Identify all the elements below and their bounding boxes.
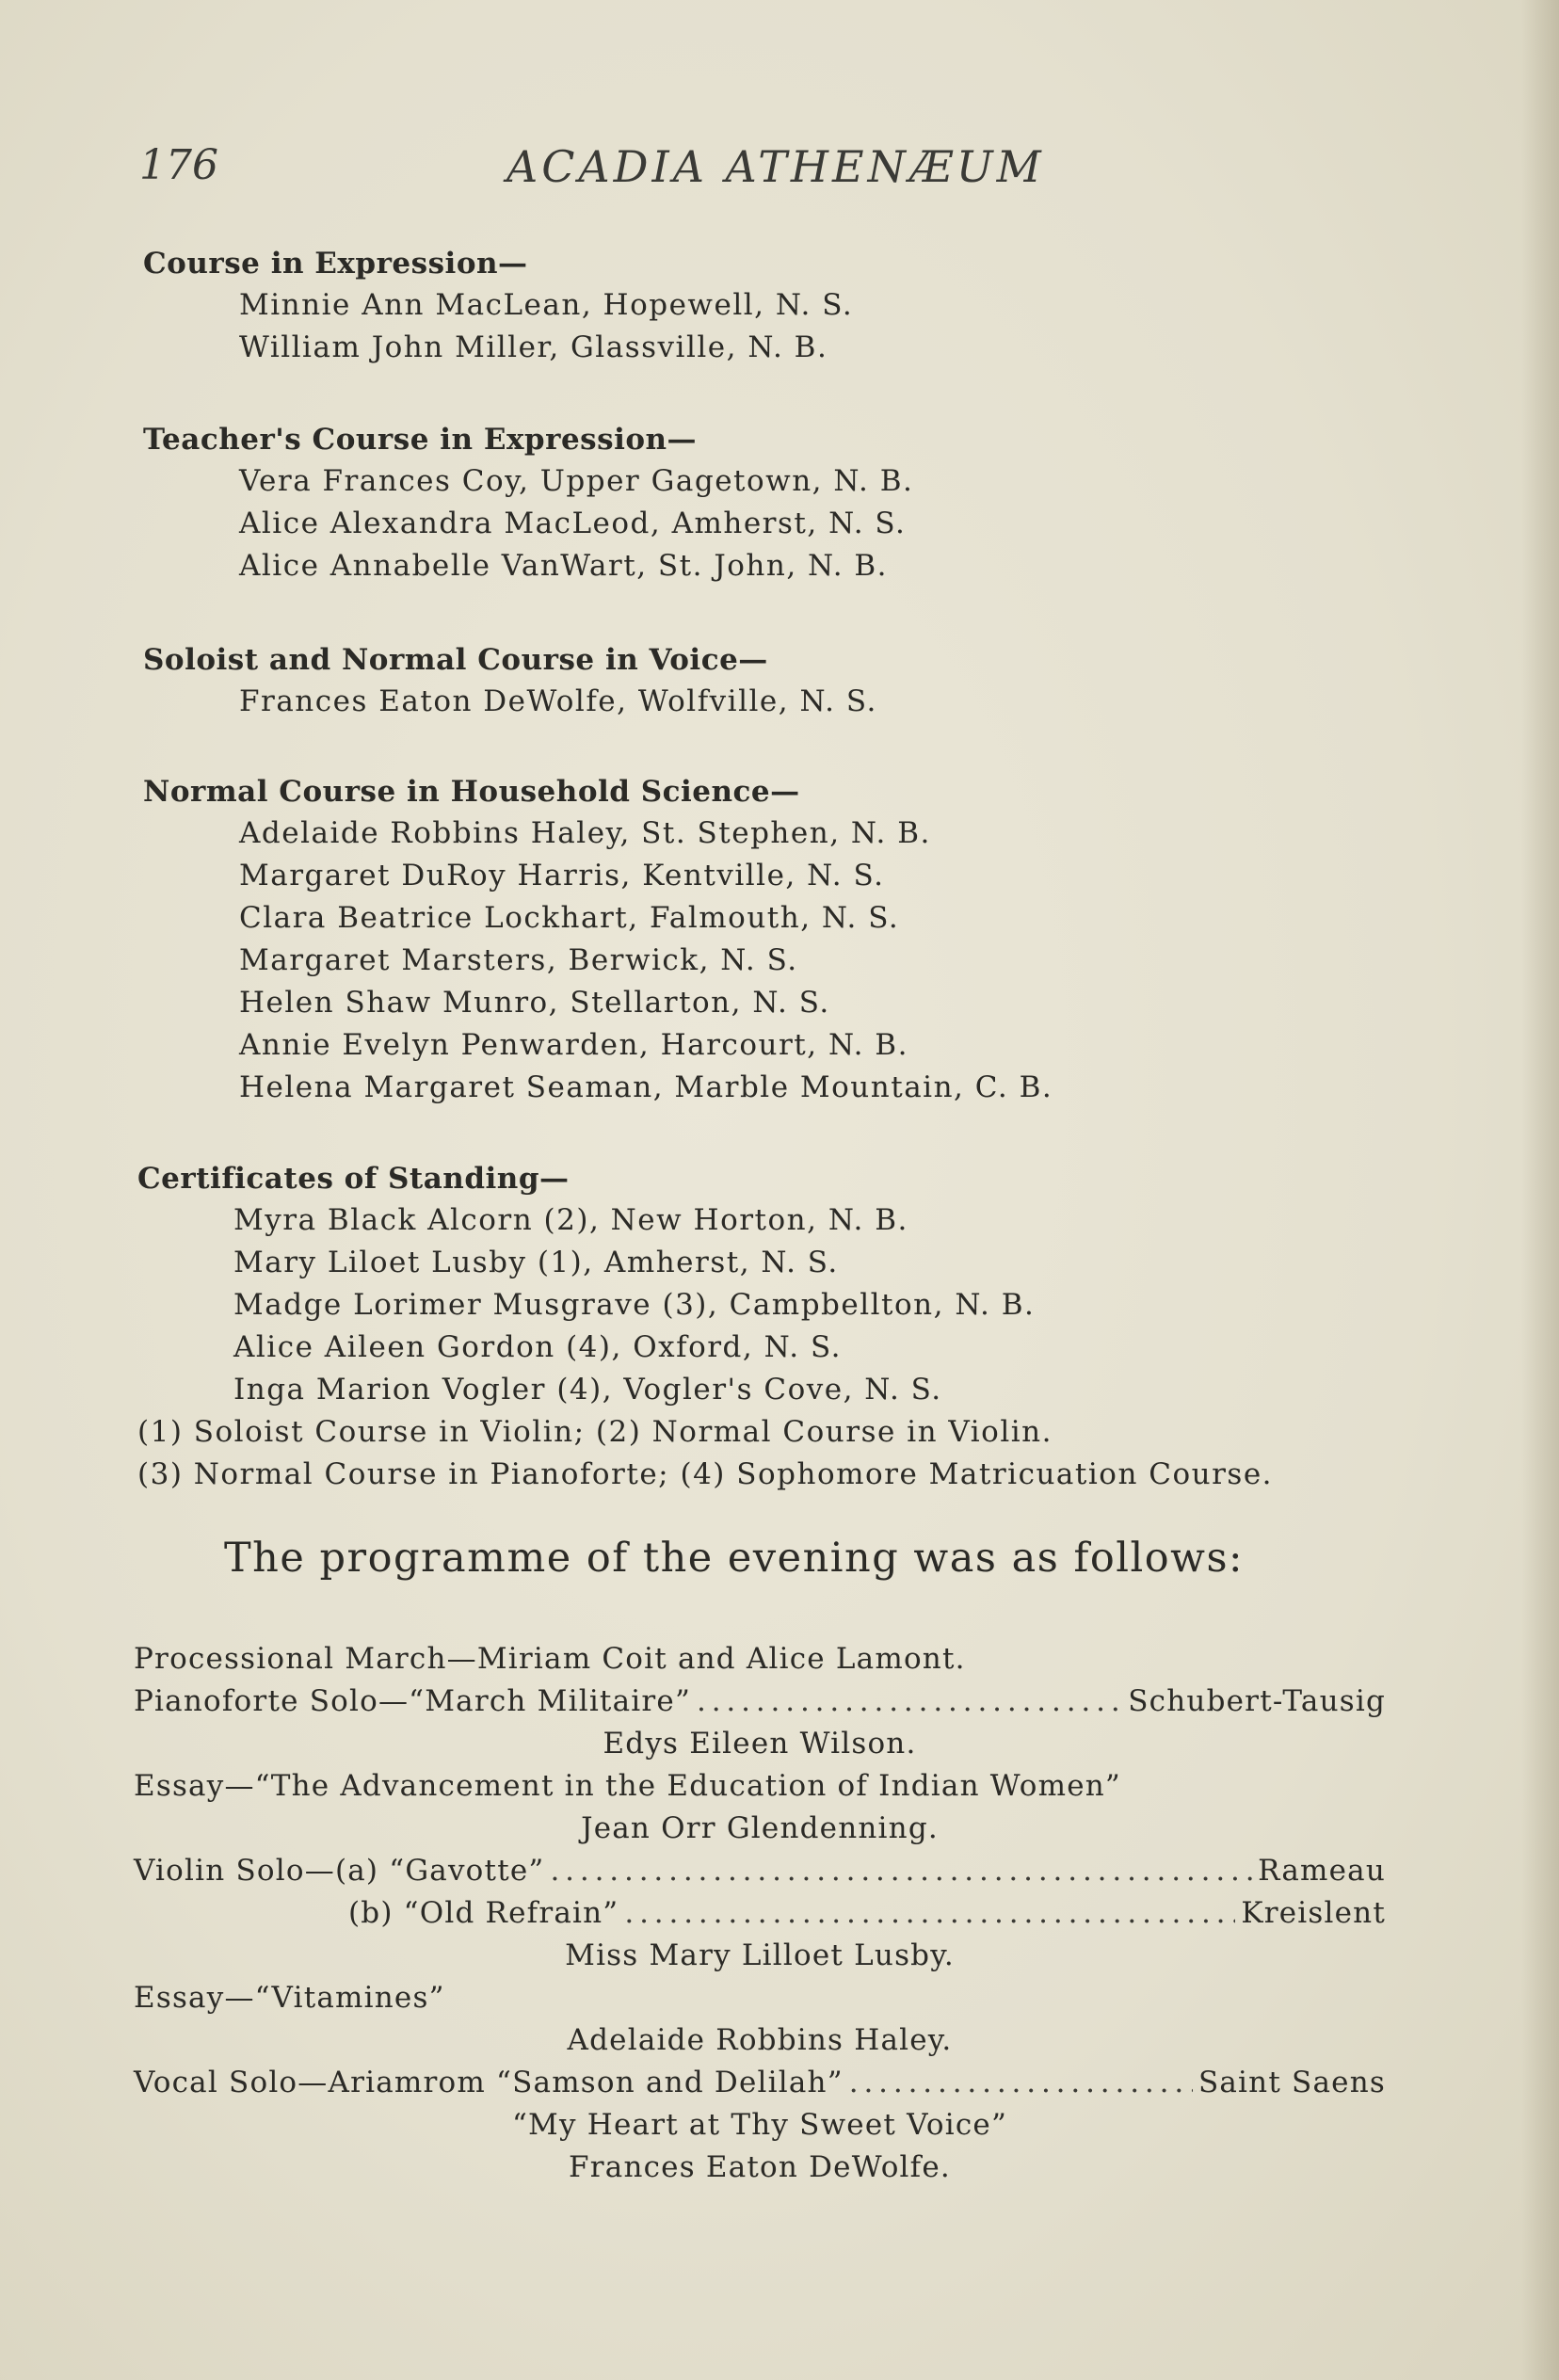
programme-title: The programme of the evening was as follows: <box>224 1535 1245 1582</box>
section-soloist-normal-voice <box>143 639 877 723</box>
programme-list <box>134 1638 1386 2189</box>
list-item: Alice Alexandra MacLeod, Amherst, N. S. <box>239 507 907 540</box>
performer: Adelaide Robbins Haley. <box>567 2023 953 2057</box>
page-edge-shadow <box>1521 0 1559 2380</box>
section-teachers-course-in-expression <box>143 419 913 587</box>
composer: Schubert-Tausig <box>1128 1684 1386 1718</box>
footnote: (1) Soloist Course in Violin; (2) Normal Course in Violin. <box>137 1415 1053 1449</box>
page-header <box>139 141 1457 207</box>
running-title: ACADIA ATHENÆUM <box>506 141 1045 192</box>
list-item: Madge Lorimer Musgrave (3), Campbellton, N. B. <box>233 1288 1036 1322</box>
page-number: 176 <box>139 141 218 189</box>
list-item: Minnie Ann MacLean, Hopewell, N. S. <box>239 288 854 322</box>
list-item: Alice Aileen Gordon (4), Oxford, N. S. <box>233 1330 842 1364</box>
dot-leader <box>697 1680 1122 1723</box>
programme-item <box>134 1850 1386 1892</box>
performer: Miss Mary Lilloet Lusby. <box>565 1938 955 1972</box>
list-item: Clara Beatrice Lockhart, Falmouth, N. S. <box>239 901 900 935</box>
footnote: (3) Normal Course in Pianoforte; (4) Sophomore Matricuation Course. <box>137 1457 1274 1491</box>
list-item: Myra Black Alcorn (2), New Horton, N. B. <box>233 1203 908 1237</box>
programme-item-text: Pianoforte Solo—“March Militaire” <box>134 1684 691 1718</box>
list-item: Frances Eaton DeWolfe, Wolfville, N. S. <box>239 684 877 718</box>
section-heading: Certificates of Standing— <box>137 1162 570 1196</box>
programme-item-text: Processional March—Miriam Coit and Alice Lamont. <box>134 1642 966 1676</box>
performer: “My Heart at Thy Sweet Voice” <box>511 2108 1007 2142</box>
programme-item <box>134 1638 1386 1680</box>
dot-leader <box>550 1850 1252 1892</box>
list-item: William John Miller, Glassville, N. B. <box>239 330 828 364</box>
section-heading: Course in Expression— <box>143 247 528 281</box>
section-heading: Soloist and Normal Course in Voice— <box>143 643 768 677</box>
performer: Jean Orr Glendenning. <box>581 1811 939 1845</box>
list-item: Adelaide Robbins Haley, St. Stephen, N. B. <box>239 816 931 850</box>
programme-item-text: Violin Solo—(a) “Gavotte” <box>134 1854 545 1888</box>
list-item: Helena Margaret Seaman, Marble Mountain, C. B. <box>239 1070 1053 1104</box>
performer: Edys Eileen Wilson. <box>603 1727 917 1761</box>
section-certificates-of-standing <box>137 1158 1273 1496</box>
list-item: Margaret DuRoy Harris, Kentville, N. S. <box>239 859 885 892</box>
programme-item-text: Vocal Solo—Ariamrom “Samson and Delilah” <box>134 2066 844 2099</box>
list-item: Vera Frances Coy, Upper Gagetown, N. B. <box>239 464 914 498</box>
programme-item <box>134 1977 1386 2019</box>
composer: Saint Saens <box>1197 2066 1386 2099</box>
list-item: Mary Liloet Lusby (1), Amherst, N. S. <box>233 1246 839 1279</box>
composer: Rameau <box>1258 1854 1386 1888</box>
programme-item-text: Essay—“The Advancement in the Education of Indian Women” <box>134 1769 1121 1803</box>
dot-leader <box>849 2062 1193 2104</box>
programme-item <box>134 1892 1386 1935</box>
section-household-science <box>143 771 1053 1109</box>
programme-item-text: Essay—“Vitamines” <box>134 1981 445 2015</box>
section-course-in-expression <box>143 243 853 369</box>
list-item: Helen Shaw Munro, Stellarton, N. S. <box>239 986 830 1020</box>
section-heading: Normal Course in Household Science— <box>143 775 800 809</box>
list-item: Alice Annabelle VanWart, St. John, N. B. <box>239 549 889 583</box>
performer: Frances Eaton DeWolfe. <box>569 2150 951 2184</box>
list-item: Inga Marion Vogler (4), Vogler's Cove, N. S. <box>233 1373 942 1407</box>
section-heading: Teacher's Course in Expression— <box>143 423 698 457</box>
list-item: Margaret Marsters, Berwick, N. S. <box>239 943 798 977</box>
dot-leader <box>624 1892 1235 1935</box>
programme-item <box>134 1765 1386 1808</box>
composer: Kreislent <box>1241 1896 1386 1930</box>
programme-item-text: (b) “Old Refrain” <box>348 1896 619 1930</box>
programme-item <box>134 2062 1386 2104</box>
programme-item <box>134 1680 1386 1723</box>
list-item: Annie Evelyn Penwarden, Harcourt, N. B. <box>239 1028 908 1062</box>
